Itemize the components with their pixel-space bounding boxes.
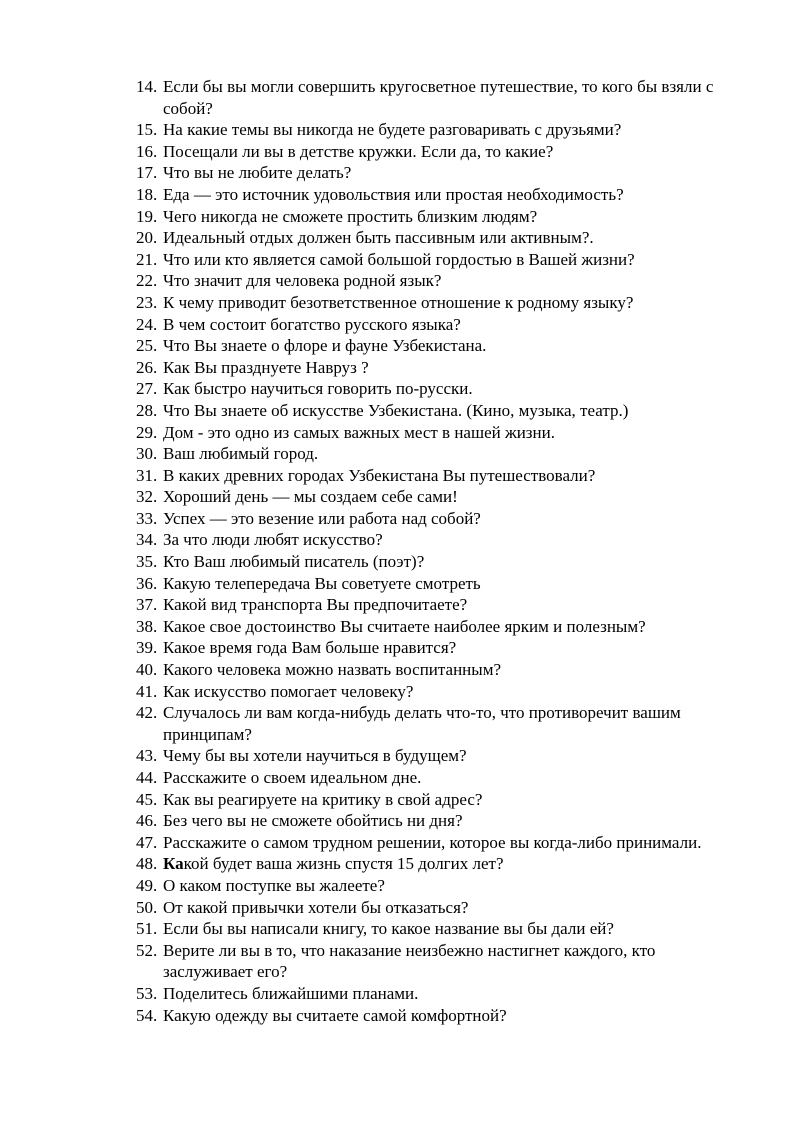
question-number: 25. [136, 336, 158, 356]
question-item [136, 357, 736, 379]
question-text: Кто Ваш любимый писатель (поэт)? [163, 552, 425, 572]
question-text: Посещали ли вы в детстве кружки. Если да, то какие? [163, 141, 554, 161]
question-item [136, 832, 736, 854]
question-text: Как Вы празднуете Навруз ? [163, 357, 369, 377]
question-item [136, 335, 736, 357]
question-text: Какое свое достоинство Вы считаете наиболее ярким и полезным? [163, 616, 646, 636]
question-number: 24. [136, 314, 158, 334]
question-number: 36. [136, 573, 158, 593]
question-number: 35. [136, 552, 158, 572]
question-number: 48. [136, 854, 158, 874]
question-text [163, 854, 504, 873]
question-text: Хороший день — мы создаем себе сами! [163, 487, 458, 507]
question-item [136, 940, 736, 983]
question-item [136, 637, 736, 659]
question-text: В чем состоит богатство русского языка? [163, 314, 461, 334]
question-text: Чего никогда не сможете простить близким людям? [163, 206, 538, 226]
question-text: Какой вид транспорта Вы предпочитаете? [163, 595, 468, 615]
question-item [136, 659, 736, 681]
question-item [136, 314, 736, 336]
question-text: Как вы реагируете на критику в свой адрес? [163, 789, 483, 809]
question-text: На какие темы вы никогда не будете разговаривать с друзьями? [163, 120, 622, 140]
question-text: Ваш любимый город. [163, 444, 319, 464]
question-item [136, 551, 736, 573]
question-text: Еда — это источник удовольствия или простая необходимость? [163, 184, 624, 204]
question-item [136, 486, 736, 508]
question-number: 53. [136, 983, 158, 1003]
question-item [136, 400, 736, 422]
question-text: Какое время года Вам больше нравится? [163, 638, 457, 658]
question-item [136, 616, 736, 638]
question-number: 40. [136, 660, 158, 680]
question-item [136, 983, 736, 1005]
question-text: Успех — это везение или работа над собой? [163, 508, 481, 528]
question-text: Что Вы знаете об искусстве Узбекистана. (Кино, музыка, театр.) [163, 400, 629, 420]
question-item [136, 529, 736, 551]
question-item [136, 918, 736, 940]
question-item [136, 789, 736, 811]
question-text: Расскажите о своем идеальном дне. [163, 768, 422, 787]
question-list [136, 76, 736, 1026]
question-item [136, 119, 736, 141]
question-item [136, 745, 736, 767]
question-number: 46. [136, 811, 158, 831]
question-number: 42. [136, 703, 158, 723]
question-item [136, 465, 736, 487]
question-item [136, 270, 736, 292]
question-number: 43. [136, 746, 158, 766]
question-item [136, 141, 736, 163]
question-text: Идеальный отдых должен быть пассивным или активным?. [163, 228, 594, 248]
question-text: От какой привычки хотели бы отказаться? [163, 897, 469, 917]
question-item [136, 184, 736, 206]
question-number: 18. [136, 184, 158, 204]
question-text: Что или кто является самой большой гордостью в Вашей жизни? [163, 249, 635, 269]
question-item [136, 875, 736, 897]
question-number: 45. [136, 789, 158, 809]
question-item [136, 422, 736, 444]
question-number: 51. [136, 919, 158, 939]
question-text: В каких древних городах Узбекистана Вы путешествовали? [163, 465, 596, 485]
question-text: Какую телепередача Вы советуете смотреть [163, 573, 481, 593]
question-number: 47. [136, 832, 158, 852]
question-number: 22. [136, 271, 158, 291]
question-number: 23. [136, 292, 158, 312]
question-number: 28. [136, 400, 158, 420]
question-text: Если бы вы могли совершить кругосветное путешествие, то кого бы взяли с собой? [163, 77, 714, 118]
question-number: 37. [136, 595, 158, 615]
question-text: Что значит для человека родной язык? [163, 271, 442, 291]
question-number: 38. [136, 616, 158, 636]
question-number: 34. [136, 530, 158, 550]
question-number: 30. [136, 444, 158, 464]
question-text: Какую одежду вы считаете самой комфортной? [163, 1005, 507, 1025]
question-text: Как быстро научиться говорить по-русски. [163, 379, 473, 399]
question-number: 19. [136, 206, 158, 226]
question-text: Поделитесь ближайшими планами. [163, 983, 419, 1003]
question-number: 39. [136, 638, 158, 658]
question-text: Как искусство помогает человеку? [163, 681, 414, 701]
question-text-rest: кой будет ваша жизнь спустя 15 долгих лет? [183, 854, 504, 874]
question-number: 27. [136, 379, 158, 399]
question-number: 17. [136, 163, 158, 183]
question-number: 50. [136, 897, 158, 917]
question-number: 31. [136, 465, 158, 485]
question-item [136, 443, 736, 465]
question-text: К чему приводит безответственное отношение к родному языку? [163, 292, 634, 312]
question-item [136, 249, 736, 271]
question-text: Какого человека можно назвать воспитанным? [163, 660, 502, 680]
question-number: 20. [136, 228, 158, 248]
question-text: Случалось ли вам когда-нибудь делать что-то, что противоречит вашим принципам? [163, 703, 681, 744]
question-text: Что Вы знаете о флоре и фауне Узбекистана. [163, 336, 487, 356]
question-number: 41. [136, 681, 158, 701]
question-number: 33. [136, 508, 158, 528]
question-text: Если бы вы написали книгу, то какое название вы бы дали ей? [163, 919, 614, 939]
question-text: За что люди любят искусство? [163, 530, 383, 550]
question-item [136, 853, 736, 875]
question-item [136, 162, 736, 184]
question-number: 49. [136, 875, 158, 895]
question-item [136, 227, 736, 249]
question-number: 14. [136, 77, 158, 96]
question-bold-fragment: Ка [163, 854, 184, 874]
question-number: 54. [136, 1005, 158, 1025]
question-item [136, 810, 736, 832]
question-number: 26. [136, 357, 158, 377]
question-text: Дом - это одно из самых важных мест в нашей жизни. [163, 422, 555, 442]
question-text: О каком поступке вы жалеете? [163, 875, 385, 895]
question-text: Что вы не любите делать? [163, 163, 352, 183]
question-item [136, 206, 736, 228]
question-item [136, 767, 736, 789]
question-number: 21. [136, 249, 158, 269]
question-item [136, 702, 736, 745]
question-item [136, 378, 736, 400]
question-item [136, 573, 736, 595]
question-number: 16. [136, 141, 158, 161]
question-number: 52. [136, 940, 158, 960]
question-number: 15. [136, 120, 158, 140]
question-text: Чему бы вы хотели научиться в будущем? [163, 746, 467, 766]
question-item [136, 292, 736, 314]
question-item [136, 897, 736, 919]
question-text: Расскажите о самом трудном решении, которое вы когда-либо принимали. [163, 832, 702, 852]
question-text: Верите ли вы в то, что наказание неизбежно настигнет каждого, кто заслуживает его? [163, 940, 656, 982]
question-item [136, 1005, 736, 1027]
question-text: Без чего вы не сможете обойтись ни дня? [163, 811, 463, 831]
question-item [136, 681, 736, 703]
question-item [136, 76, 736, 119]
question-number: 32. [136, 487, 158, 507]
question-number: 44. [136, 768, 158, 787]
question-number: 29. [136, 422, 158, 442]
question-item [136, 594, 736, 616]
question-item [136, 508, 736, 530]
